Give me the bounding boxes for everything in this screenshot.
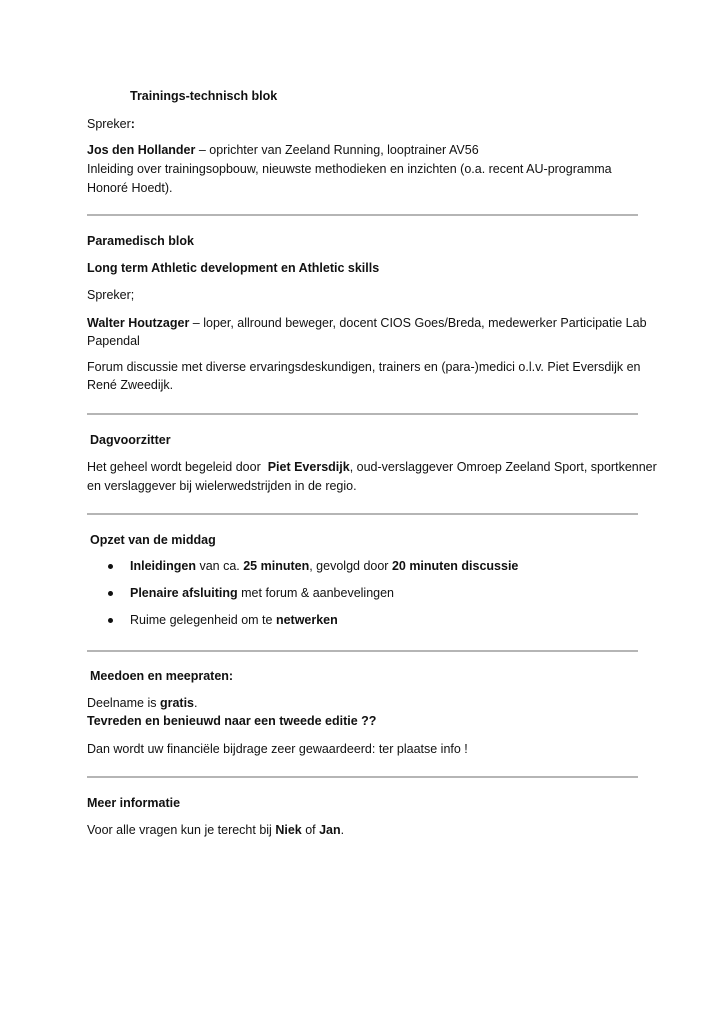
contact-name-niek: Niek <box>275 823 302 837</box>
list-item-plain: Ruime gelegenheid om te <box>130 613 276 627</box>
section-divider <box>87 650 638 652</box>
list-item-bold: netwerken <box>275 613 338 627</box>
list-item-text <box>130 610 338 630</box>
contribution-text: Dan wordt uw financiële bijdrage zeer gewaardeerd: ter plaatse info ! <box>87 742 468 756</box>
section-divider <box>87 214 638 216</box>
speaker-line <box>87 140 647 160</box>
section-divider <box>87 513 638 515</box>
bullet-icon <box>108 591 113 596</box>
speaker-name: Walter Houtzager <box>87 316 190 330</box>
list-item-bold: Inleidingen <box>130 559 196 573</box>
chair-name: Piet Eversdijk <box>267 460 350 474</box>
list-item-plain: , gevolgd door <box>309 559 392 573</box>
participation-line <box>87 693 647 713</box>
chair-text-pre: Het geheel wordt begeleid door <box>87 460 268 474</box>
list-item-text <box>130 556 518 576</box>
participation-free: gratis <box>159 696 194 710</box>
intro-text-line2: Honoré Hoedt). <box>87 181 173 195</box>
list-item-plain: van ca. <box>195 559 244 573</box>
list-item-bold: Plenaire afsluiting <box>130 586 238 600</box>
speaker-line <box>87 313 647 333</box>
chair-text-line2: en verslaggever bij wielerwedstrijden in de regio. <box>87 479 357 493</box>
chair-text-post: , oud-verslaggever Omroep Zeeland Sport, sportkenner <box>349 460 657 474</box>
section-heading-meer-informatie: Meer informatie <box>87 796 181 810</box>
contact-mid: of <box>301 823 320 837</box>
section-heading-paramedisch: Paramedisch blok <box>87 234 194 248</box>
speaker-description: – oprichter van Zeeland Running, looptrainer AV56 <box>195 143 479 157</box>
list-item-plain: met forum & aanbevelingen <box>237 586 395 600</box>
section-heading-opzet: Opzet van de middag <box>90 533 216 547</box>
section-heading-trainings: Trainings-technisch blok <box>130 89 278 103</box>
speaker-label-text: Spreker <box>87 117 131 131</box>
contact-line <box>87 820 647 840</box>
section-subheading: Long term Athletic development en Athletic skills <box>87 261 380 275</box>
second-edition-question: Tevreden en benieuwd naar een tweede editie ?? <box>87 714 377 728</box>
contact-name-jan: Jan <box>319 823 341 837</box>
chair-text-line1 <box>87 457 657 477</box>
contact-end: . <box>340 823 345 837</box>
speaker-label <box>87 114 647 134</box>
speaker-name: Jos den Hollander <box>87 143 196 157</box>
forum-text-line2: René Zweedijk. <box>87 378 174 392</box>
speaker-description-line2: Papendal <box>87 334 140 348</box>
contact-pre: Voor alle vragen kun je terecht bij <box>87 823 276 837</box>
section-heading-dagvoorzitter: Dagvoorzitter <box>90 433 171 447</box>
section-divider <box>87 413 638 415</box>
speaker-label: Spreker; <box>87 288 135 302</box>
intro-text-line1: Inleiding over trainingsopbouw, nieuwste methodieken en inzichten (o.a. recent AU-programma <box>87 162 612 176</box>
participation-pre: Deelname is <box>87 696 160 710</box>
list-item-bold: 20 minuten discussie <box>391 559 519 573</box>
speaker-label-colon: : <box>130 117 135 131</box>
bullet-icon <box>108 564 113 569</box>
section-divider <box>87 776 638 778</box>
forum-text-line1: Forum discussie met diverse ervaringsdeskundigen, trainers en (para-)medici o.l.v. Piet Eversdijk en <box>87 360 641 374</box>
bullet-icon <box>108 618 113 623</box>
speaker-description: – loper, allround beweger, docent CIOS Goes/Breda, medewerker Participatie Lab <box>189 316 647 330</box>
list-item-bold: 25 minuten <box>243 559 310 573</box>
section-heading-meedoen: Meedoen en meepraten: <box>90 669 234 683</box>
list-item-text <box>130 583 394 603</box>
participation-post: . <box>194 696 198 710</box>
